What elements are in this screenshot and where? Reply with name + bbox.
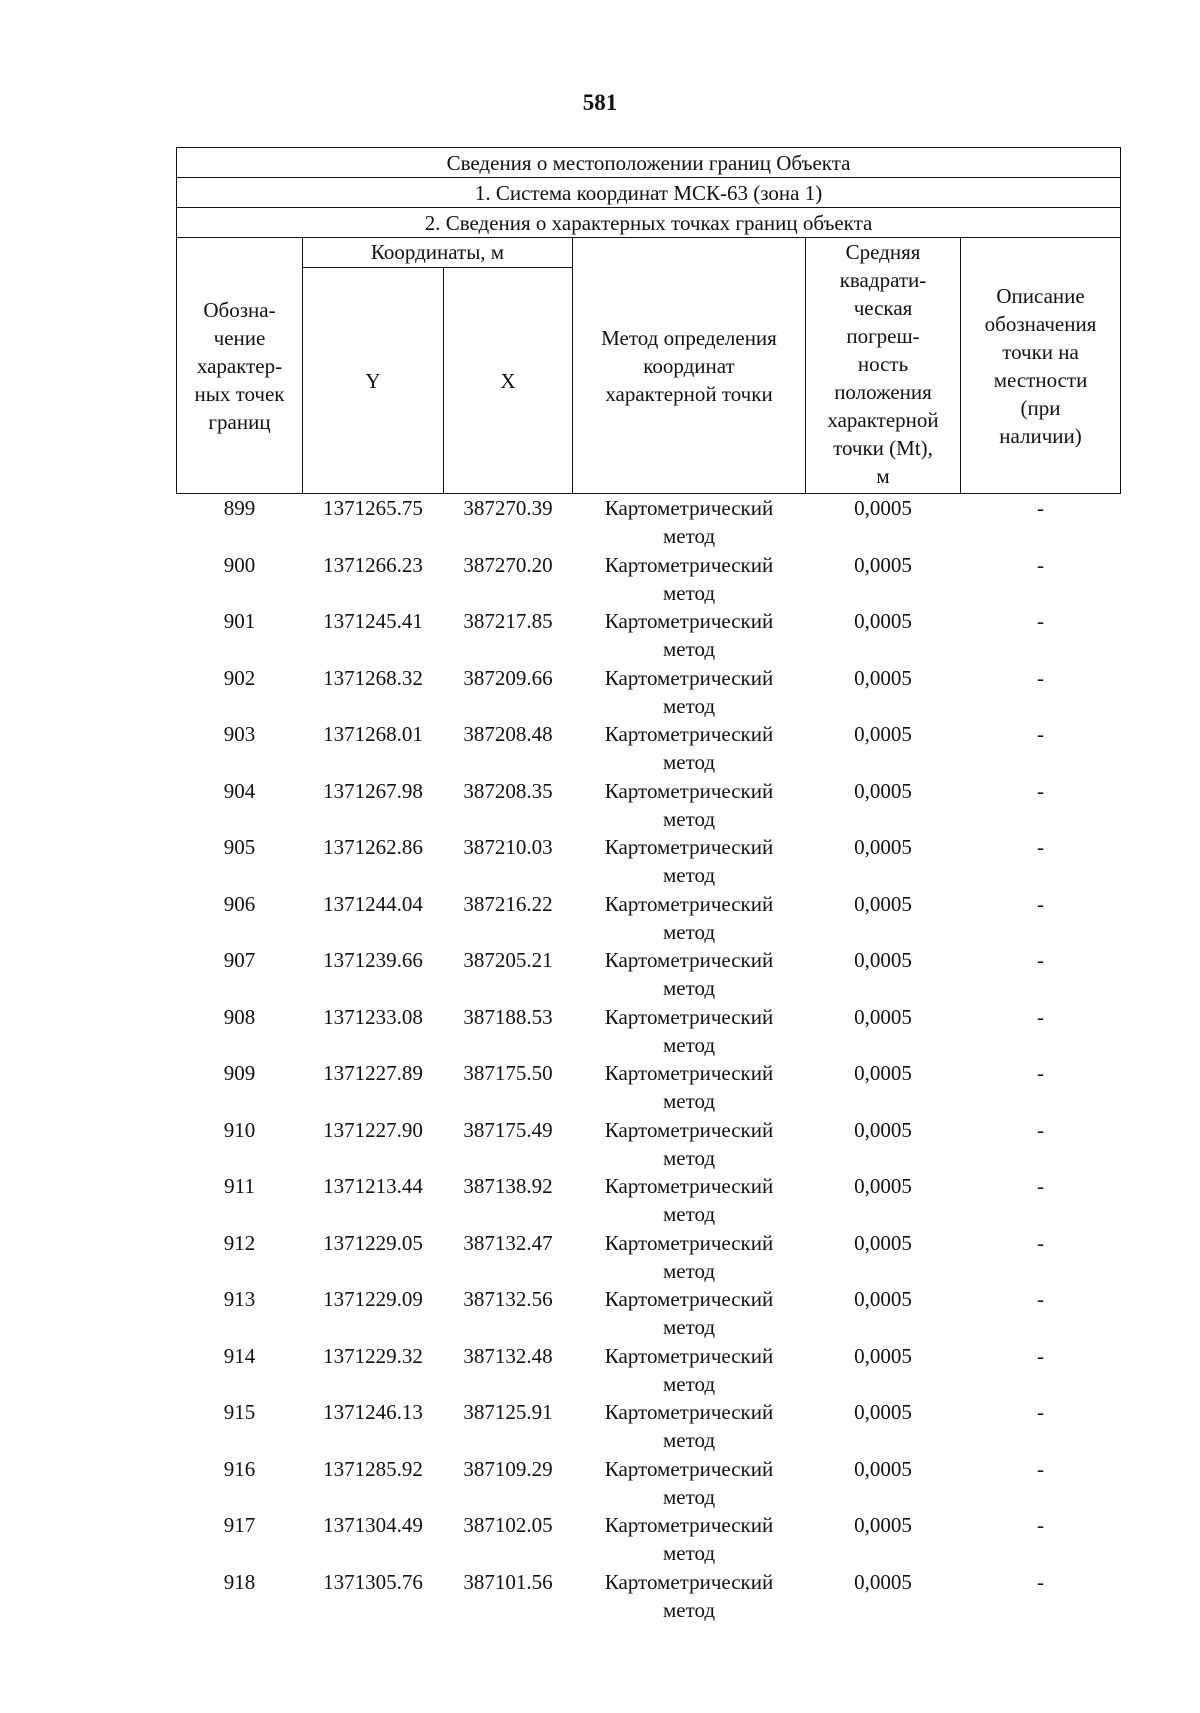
coord-y-cell: 1371266.23	[323, 552, 423, 577]
point-number-cell: 899	[223, 496, 256, 520]
method-cell: Картометрический метод	[604, 1061, 774, 1113]
table-row	[177, 833, 1121, 890]
coord-x-cell: 387208.48	[463, 722, 553, 746]
table-row	[177, 1229, 1121, 1286]
points-section-title: 2. Сведения о характерных точках границ объекта	[177, 208, 1121, 238]
coord-y-cell: 1371304.49	[323, 1513, 423, 1537]
table-row	[177, 1285, 1121, 1342]
description-cell: -	[1037, 1004, 1045, 1029]
error-cell: 0,0005	[854, 1004, 912, 1029]
method-cell: Картометрический метод	[604, 891, 774, 944]
coord-x-cell: 387205.21	[463, 948, 553, 972]
coord-x-cell: 387175.50	[463, 1061, 553, 1085]
description-cell: -	[1037, 1400, 1045, 1424]
table-row	[177, 1116, 1121, 1173]
coord-y-cell: 1371268.01	[323, 722, 423, 746]
error-cell: 0,0005	[854, 1343, 912, 1368]
coord-y-cell: 1371262.86	[323, 835, 423, 859]
method-cell: Картометрический метод	[604, 835, 774, 887]
description-cell: -	[1037, 1287, 1045, 1311]
method-cell: Картометрический метод	[604, 496, 774, 548]
point-number-cell: 908	[223, 1004, 256, 1029]
error-cell: 0,0005	[854, 1400, 912, 1424]
point-number-cell: 900	[223, 552, 256, 577]
table-row	[177, 946, 1121, 1003]
table-row	[177, 551, 1121, 608]
description-cell: -	[1037, 778, 1045, 803]
coord-y-cell: 1371285.92	[323, 1456, 423, 1481]
error-cell: 0,0005	[854, 665, 912, 690]
point-number-cell: 910	[223, 1117, 256, 1142]
table-row	[177, 1568, 1121, 1625]
error-cell: 0,0005	[854, 722, 912, 746]
error-cell: 0,0005	[854, 891, 912, 916]
error-cell: 0,0005	[854, 1061, 912, 1085]
method-cell: Картометрический метод	[604, 778, 774, 831]
method-cell: Картометрический метод	[604, 1569, 774, 1622]
coord-y-cell: 1371268.32	[323, 665, 423, 690]
point-number-cell: 914	[223, 1343, 256, 1368]
table-row	[177, 1511, 1121, 1568]
coord-y-cell: 1371227.89	[323, 1061, 423, 1085]
coord-x-cell: 387208.35	[463, 778, 553, 803]
method-cell: Картометрический метод	[604, 1230, 774, 1283]
coord-y-cell: 1371233.08	[323, 1004, 423, 1029]
page-number: 581	[582, 90, 618, 115]
method-cell: Картометрический метод	[604, 1513, 774, 1565]
description-cell: -	[1037, 1230, 1045, 1255]
point-number-cell: 911	[224, 1174, 255, 1198]
col-header-coordinates: Координаты, м	[303, 238, 573, 268]
error-cell: 0,0005	[854, 835, 912, 859]
method-cell: Картометрический метод	[604, 552, 774, 605]
coord-x-cell: 387138.92	[463, 1174, 553, 1198]
error-cell: 0,0005	[854, 1569, 912, 1594]
coord-y-cell: 1371229.32	[323, 1343, 423, 1368]
point-number-cell: 905	[223, 835, 256, 859]
point-number-cell: 907	[223, 948, 256, 972]
method-cell: Картометрический метод	[604, 1287, 774, 1339]
coord-x-cell: 387209.66	[463, 665, 553, 690]
method-cell: Картометрический метод	[604, 1343, 774, 1396]
point-number-cell: 917	[223, 1513, 256, 1537]
error-cell: 0,0005	[854, 496, 912, 520]
description-cell: -	[1037, 609, 1045, 633]
coord-x-cell: 387210.03	[463, 835, 553, 859]
point-number-cell: 913	[223, 1287, 256, 1311]
coord-x-cell: 387132.48	[463, 1343, 553, 1368]
description-cell: -	[1037, 1174, 1045, 1198]
error-cell: 0,0005	[854, 1456, 912, 1481]
coord-y-cell: 1371239.66	[323, 948, 423, 972]
point-number-cell: 915	[223, 1400, 256, 1424]
table-row	[177, 1059, 1121, 1116]
error-cell: 0,0005	[854, 609, 912, 633]
table-title: Сведения о местоположении границ Объекта	[177, 148, 1121, 178]
coord-system-title: 1. Система координат МСК-63 (зона 1)	[177, 178, 1121, 208]
coord-y-cell: 1371267.98	[323, 778, 423, 803]
description-cell: -	[1037, 722, 1045, 746]
point-number-cell: 916	[223, 1456, 256, 1481]
description-cell: -	[1037, 1117, 1045, 1142]
table-row	[177, 607, 1121, 664]
table-row	[177, 1398, 1121, 1455]
description-cell: -	[1037, 1343, 1045, 1368]
method-cell: Картометрический метод	[604, 1117, 774, 1170]
point-number-cell: 909	[223, 1061, 256, 1085]
error-cell: 0,0005	[854, 1230, 912, 1255]
coord-x-cell: 387217.85	[463, 609, 553, 633]
table-row	[177, 1342, 1121, 1399]
error-cell: 0,0005	[854, 1174, 912, 1198]
description-cell: -	[1037, 552, 1045, 577]
coord-y-cell: 1371265.75	[323, 496, 423, 520]
col-header-y: Y	[303, 268, 444, 494]
description-cell: -	[1037, 891, 1045, 916]
table-row	[177, 664, 1121, 721]
error-cell: 0,0005	[854, 778, 912, 803]
description-cell: -	[1037, 1569, 1045, 1594]
error-cell: 0,0005	[854, 1117, 912, 1142]
method-cell: Картометрический метод	[604, 609, 774, 661]
method-cell: Картометрический метод	[604, 948, 774, 1000]
point-number-cell: 904	[223, 778, 256, 803]
description-cell: -	[1037, 948, 1045, 972]
coord-y-cell: 1371305.76	[323, 1569, 423, 1594]
method-cell: Картометрический метод	[604, 722, 774, 774]
coord-y-cell: 1371246.13	[323, 1400, 423, 1424]
method-cell: Картометрический метод	[604, 1456, 774, 1509]
coord-y-cell: 1371213.44	[323, 1174, 423, 1198]
description-cell: -	[1037, 835, 1045, 859]
point-number-cell: 906	[223, 891, 256, 916]
point-number-cell: 903	[223, 722, 256, 746]
description-cell: -	[1037, 1061, 1045, 1085]
description-cell: -	[1037, 1513, 1045, 1537]
table-row	[177, 494, 1121, 551]
coord-x-cell: 387109.29	[463, 1456, 553, 1481]
coord-y-cell: 1371227.90	[323, 1117, 423, 1142]
point-number-cell: 912	[223, 1230, 256, 1255]
coord-y-cell: 1371245.41	[323, 609, 423, 633]
coord-x-cell: 387125.91	[463, 1400, 553, 1424]
col-header-method: Метод определения координат характерной точки	[573, 238, 806, 494]
table-row	[177, 890, 1121, 947]
col-header-point: Обозна- чение характер- ных точек границ	[177, 238, 303, 494]
table-body	[177, 494, 1121, 1625]
coord-x-cell: 387132.56	[463, 1287, 553, 1311]
coord-x-cell: 387188.53	[463, 1004, 553, 1029]
error-cell: 0,0005	[854, 1287, 912, 1311]
table-row	[177, 720, 1121, 777]
error-cell: 0,0005	[854, 948, 912, 972]
error-cell: 0,0005	[854, 1513, 912, 1537]
table-header	[177, 148, 1121, 494]
coord-y-cell: 1371244.04	[323, 891, 423, 916]
table-row	[177, 1003, 1121, 1060]
description-cell: -	[1037, 665, 1045, 690]
col-header-description: Описание обозначения точки на местности (при наличии)	[961, 238, 1121, 494]
coord-y-cell: 1371229.09	[323, 1287, 423, 1311]
description-cell: -	[1037, 496, 1045, 520]
boundary-points-table	[176, 147, 1121, 1624]
coord-x-cell: 387270.39	[463, 496, 553, 520]
error-cell: 0,0005	[854, 552, 912, 577]
coord-x-cell: 387216.22	[463, 891, 553, 916]
coord-x-cell: 387175.49	[463, 1117, 553, 1142]
coord-x-cell: 387132.47	[463, 1230, 553, 1255]
point-number-cell: 918	[223, 1569, 256, 1594]
point-number-cell: 901	[223, 609, 256, 633]
table-row	[177, 777, 1121, 834]
method-cell: Картометрический метод	[604, 1174, 774, 1226]
method-cell: Картометрический метод	[604, 1400, 774, 1452]
method-cell: Картометрический метод	[604, 1004, 774, 1057]
col-header-x: X	[444, 268, 573, 494]
description-cell: -	[1037, 1456, 1045, 1481]
coord-x-cell: 387102.05	[463, 1513, 553, 1537]
coord-y-cell: 1371229.05	[323, 1230, 423, 1255]
table-row	[177, 1172, 1121, 1229]
point-number-cell: 902	[223, 665, 256, 690]
coord-x-cell: 387270.20	[463, 552, 553, 577]
coord-x-cell: 387101.56	[463, 1569, 553, 1594]
method-cell: Картометрический метод	[604, 665, 774, 718]
table-row	[177, 1455, 1121, 1512]
col-header-error: Средняя квадрати- ческая погреш- ность положения характерной точки (Mt), м	[806, 238, 961, 494]
